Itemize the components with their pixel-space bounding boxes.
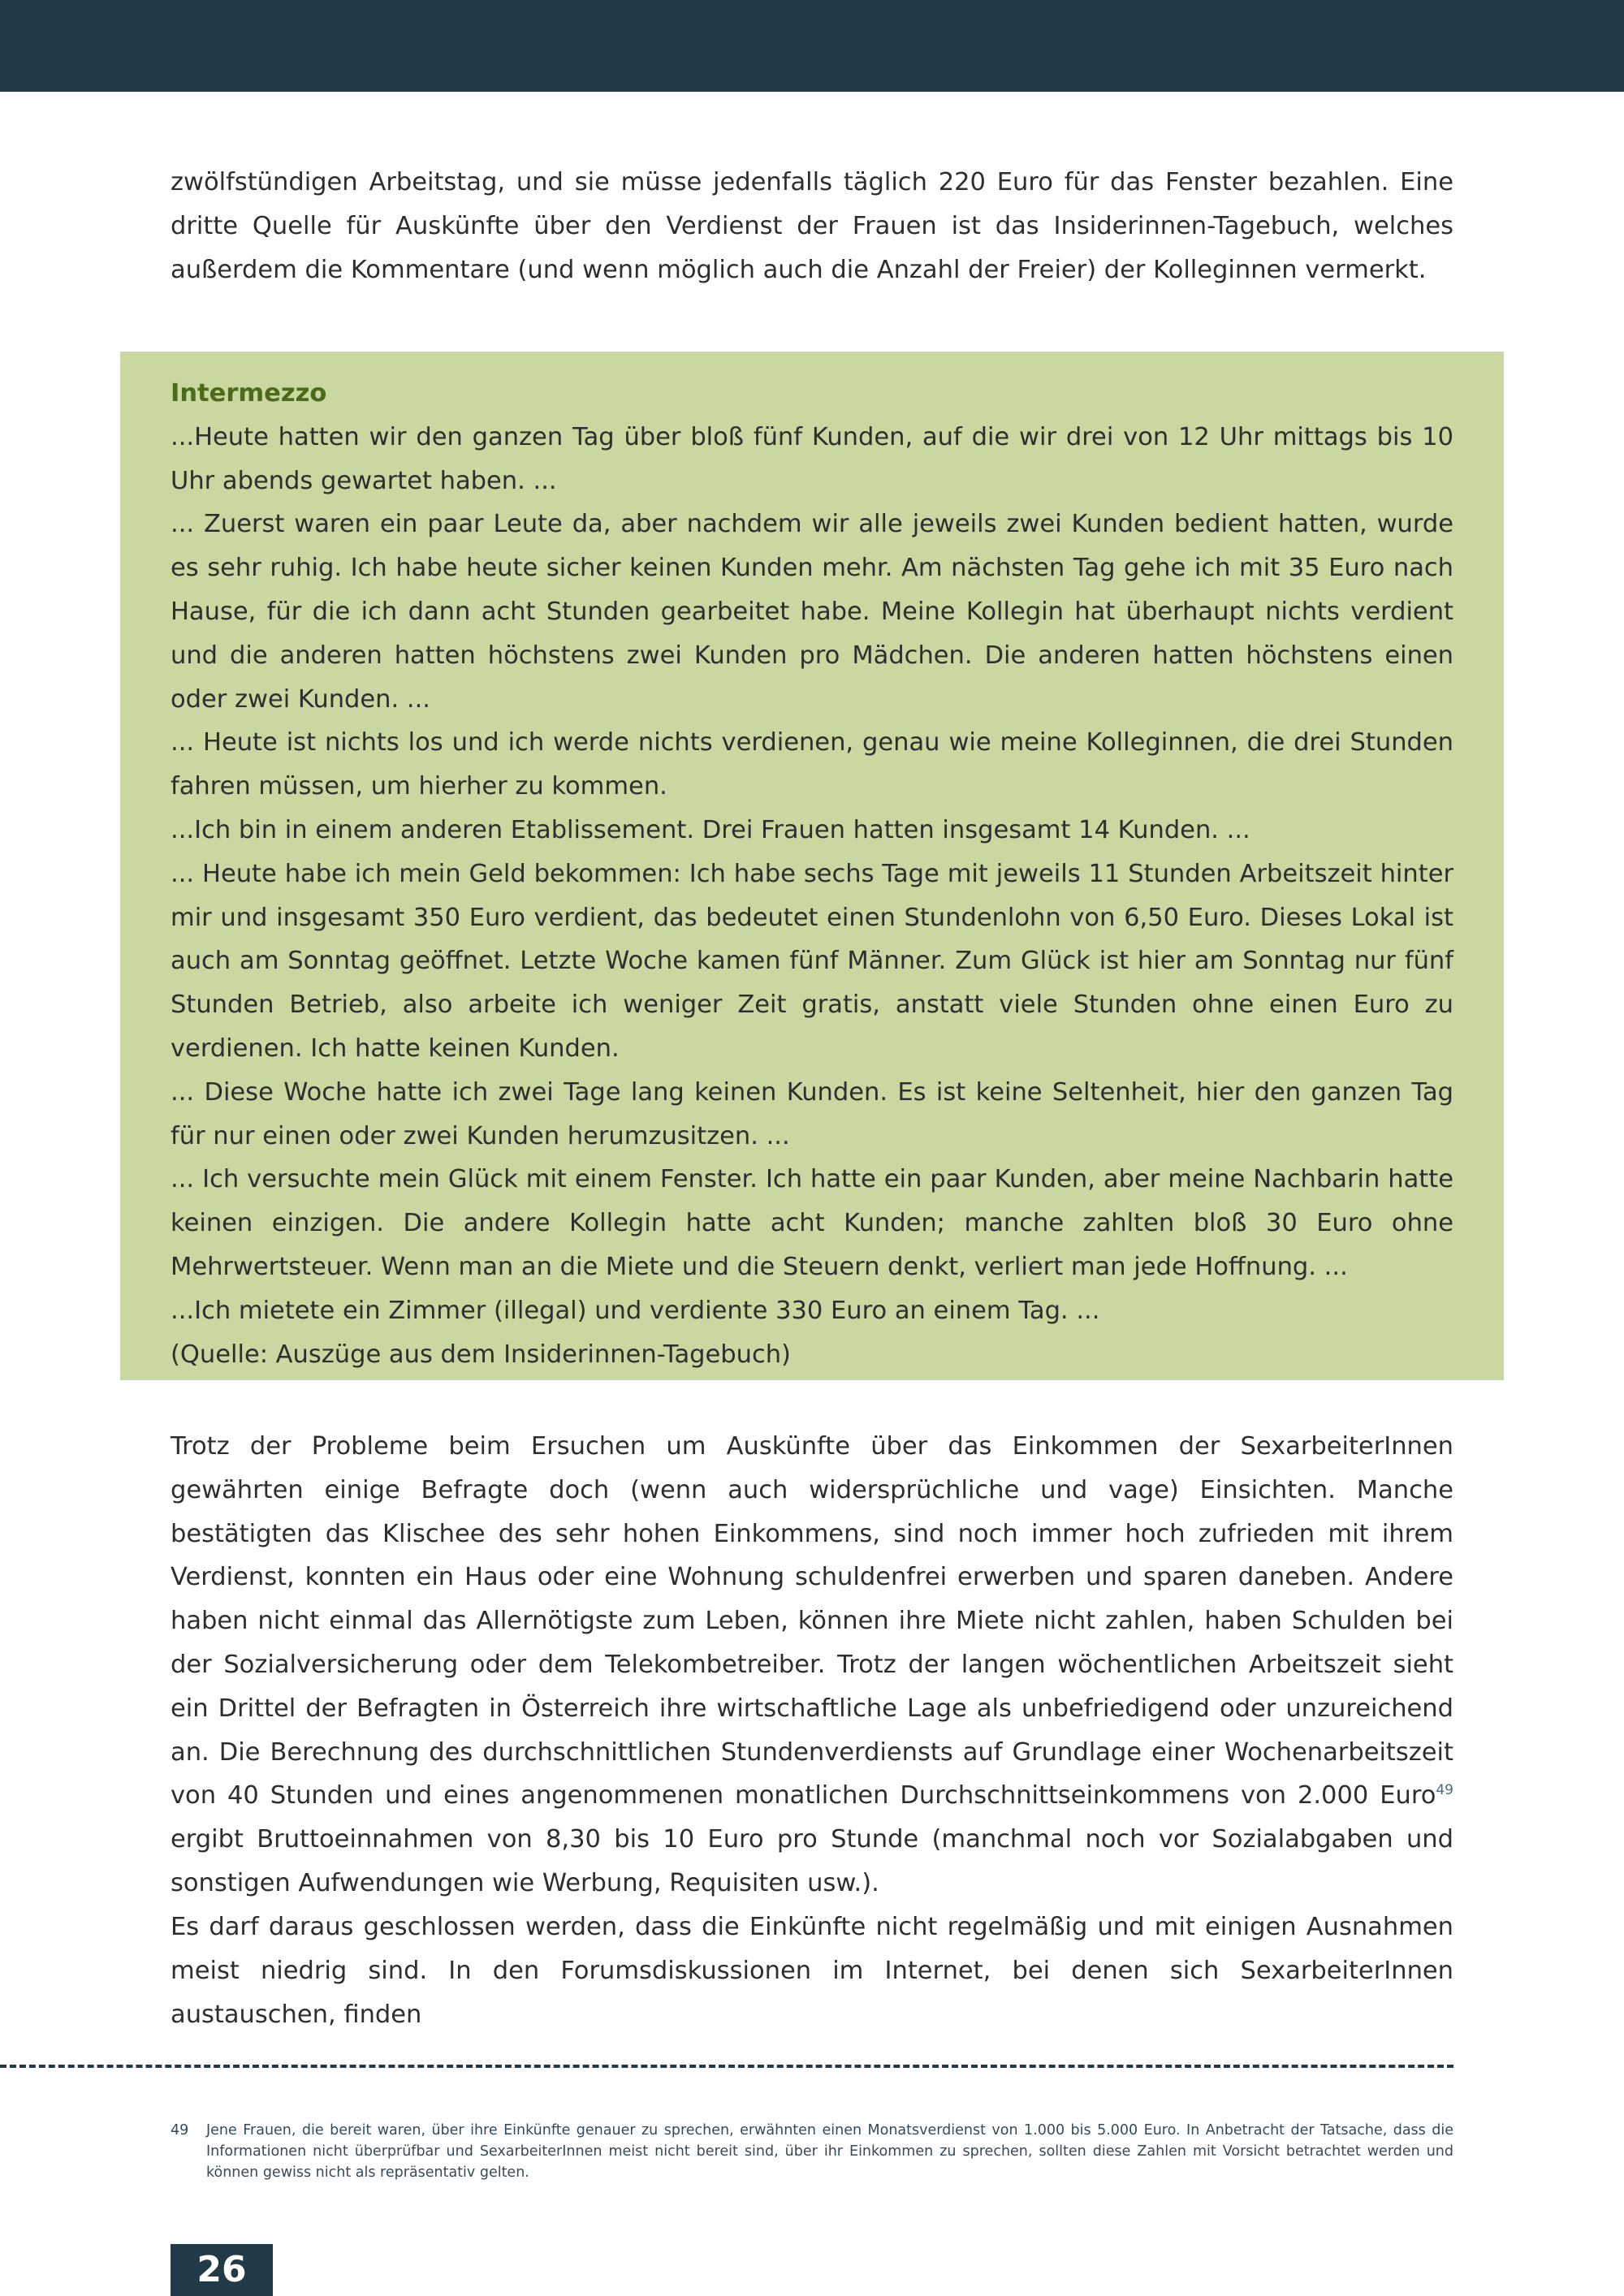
header-bar [0, 0, 1624, 92]
intermezzo-title: Intermezzo [171, 379, 327, 408]
intro-paragraph: zwölfstündigen Arbeitstag, und sie müsse jedenfalls täglich 220 Euro für das Fenster bezahlen. Eine dritte Quelle für Auskünfte über den Verdienst der Frauen ist das Insiderinnen-Tagebuch, welches außerdem die Kommentare (und wenn möglich auch die Anzahl der Freier) der Kolleginnen vermerkt. [171, 168, 1453, 284]
footnote-separator [0, 2065, 1453, 2068]
footnote-number: 49 [171, 2122, 189, 2138]
diary-source: (Quelle: Auszüge aus dem Insiderinnen-Tagebuch) [171, 1340, 791, 1369]
footnote [171, 2120, 1453, 2183]
footnote-reference[interactable]: 49 [1436, 1782, 1453, 1799]
diary-entry: ... Heute ist nichts los und ich werde nichts verdienen, genau wie meine Kolleginnen, die drei Stunden fahren müssen, um hierher zu kommen. [171, 728, 1453, 801]
diary-entry: ... Diese Woche hatte ich zwei Tage lang keinen Kunden. Es ist keine Seltenheit, hier den ganzen Tag für nur einen oder zwei Kunden herumzusitzen. ... [171, 1077, 1453, 1150]
intermezzo-box [120, 352, 1504, 1380]
diary-entry: ...Heute hatten wir den ganzen Tag über bloß fünf Kunden, auf die wir drei von 12 Uhr mittags bis 10 Uhr abends gewartet haben. ... [171, 422, 1453, 495]
intermezzo-content [171, 372, 1453, 1376]
body-paragraph-1-text-end: ergibt Bruttoeinnahmen von 8,30 bis 10 Euro pro Stunde (manchmal noch vor Sozialabgaben und sonstigen Aufwendungen wie Werbung, Requisiten usw.). [171, 1825, 1453, 1897]
body-paragraph-2: Es darf daraus geschlossen werden, dass die Einkünfte nicht regelmäßig und mit einigen Ausnahmen meist niedrig sind. In den Forumsdiskussionen im Internet, bei denen sich SexarbeiterInnen austauschen, finden [171, 1913, 1453, 2029]
diary-entry: ...Ich bin in einem anderen Etablissement. Drei Frauen hatten insgesamt 14 Kunden. ... [171, 815, 1250, 844]
diary-entry: ... Zuerst waren ein paar Leute da, aber nachdem wir alle jeweils zwei Kunden bedient hatten, wurde es sehr ruhig. Ich habe heute sicher keinen Kunden mehr. Am nächsten Tag gehe ich mit 35 Euro nach Hause, für die ich dann acht Stunden gearbeitet habe. Meine Kollegin hat überhaupt nichts verdient und die anderen hatten höchstens zwei Kunden pro Mädchen. Die anderen hatten höchstens einen oder zwei Kunden. ... [171, 510, 1453, 714]
body-paragraph-1-text: Trotz der Probleme beim Ersuchen um Auskünfte über das Einkommen der SexarbeiterInnen gewährten einige Befragte doch (wenn auch widersprüchliche und vage) Einsichten. Manche bestätigten das Klischee des sehr hohen Einkommens, sind noch immer hoch zufrieden mit ihrem Verdienst, konnten ein Haus oder eine Wohnung schuldenfrei erwerben und sparen daneben. Andere haben nicht einmal das Allernötigste zum Leben, können ihre Miete nicht zahlen, haben Schulden bei der Sozialversicherung oder dem Telekombetreiber. Trotz der langen wöchentlichen Arbeitszeit sieht ein Drittel der Befragten in Österreich ihre wirtschaftliche Lage als unbefriedigend oder unzureichend an. Die Berechnung des durchschnittlichen Stundenverdiensts auf Grundlage einer Wochenarbeitszeit von 40 Stunden und eines angenommenen monatlichen Durchschnittseinkommens von 2.000 Euro [171, 1432, 1453, 1810]
body-paragraph-1 [171, 1425, 1453, 1905]
diary-entry: ... Ich versuchte mein Glück mit einem Fenster. Ich hatte ein paar Kunden, aber meine Nachbarin hatte keinen einzigen. Die andere Kollegin hatte acht Kunden; manche zahlten bloß 30 Euro ohne Mehrwertsteuer. Wenn man an die Miete und die Steuern denkt, verliert man jede Hoffnung. ... [171, 1165, 1453, 1281]
diary-entry: ...Ich mietete ein Zimmer (illegal) und verdiente 330 Euro an einem Tag. ... [171, 1296, 1100, 1325]
footnote-text: Jene Frauen, die bereit waren, über ihre Einkünfte genauer zu sprechen, erwähnten einen Monatsverdienst von 1.000 bis 5.000 Euro. In Anbetracht der Tatsache, dass die Informationen nicht überprüfbar und SexarbeiterInnen meist nicht bereit sind, über ihr Einkommen zu sprechen, sollten diese Zahlen mit Vorsicht betrachtet werden und können gewiss nicht als repräsentativ gelten. [206, 2122, 1453, 2181]
page-number: 26 [171, 2244, 273, 2296]
diary-entry: ... Heute habe ich mein Geld bekommen: Ich habe sechs Tage mit jeweils 11 Stunden Arbeitszeit hinter mir und insgesamt 350 Euro verdient, das bedeutet einen Stundenlohn von 6,50 Euro. Dieses Lokal ist auch am Sonntag geöffnet. Letzte Woche kamen fünf Männer. Zum Glück ist hier am Sonntag nur fünf Stunden Betrieb, also arbeite ich weniger Zeit gratis, anstatt viele Stunden ohne einen Euro zu verdienen. Ich hatte keinen Kunden. [171, 859, 1453, 1063]
